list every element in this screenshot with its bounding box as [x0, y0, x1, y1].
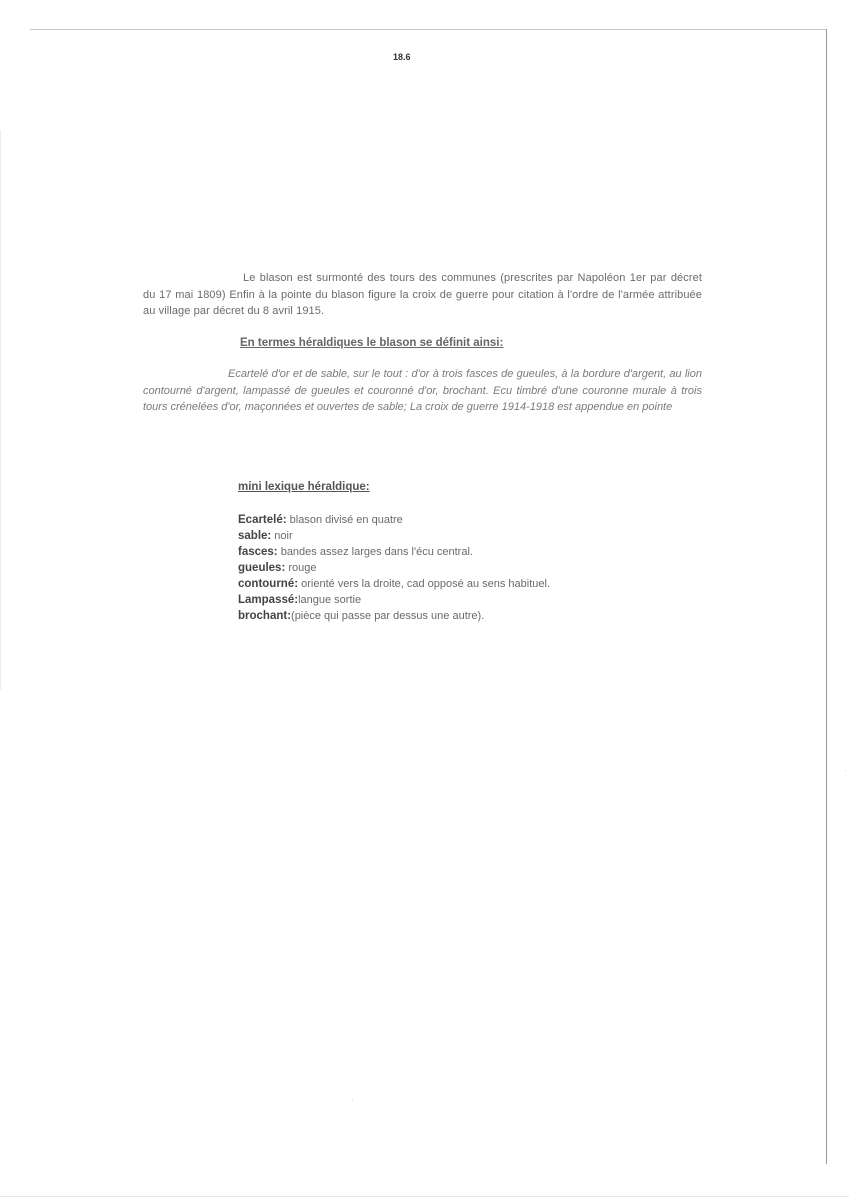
lexicon-entry: [238, 592, 658, 608]
blazon-definition: Ecartelé d'or et de sable, sur le tout : d'or à trois fasces de gueules, à la bordure d'argent, au lion contourné d'argent, lampassé de gueules et couronné d'or, brochant. Ecu timbré d'une couronne murale à trois tours crénelées d'or, maçonnées et ouvertes de sable; La croix de guerre 1914-1918 est appendue en pointe: [143, 368, 702, 413]
lexicon-title: mini lexique héraldique:: [238, 481, 370, 493]
lexicon-entry: [238, 608, 658, 624]
intro-paragraph: Le blason est surmonté des tours des communes (prescrites par Napoléon 1er par décret du 17 mai 1809) Enfin à la pointe du blason figure la croix de guerre pour citation à l'ordre de l'armée attribuée au village par décret du 8 avril 1915.: [143, 272, 702, 317]
lexicon-definition: orienté vers la droite, cad opposé au sens habituel.: [298, 578, 550, 590]
lexicon-term: gueules:: [238, 562, 286, 574]
lexicon-definition: langue sortie: [298, 594, 362, 606]
scan-speck: [845, 770, 846, 771]
lexicon-entry: [238, 544, 658, 560]
lexicon-definition: (pièce qui passe par dessus une autre).: [291, 610, 485, 622]
lexicon-entry: [238, 576, 658, 592]
lexicon-definition: blason divisé en quatre: [286, 514, 403, 526]
lexicon-entry: [238, 560, 658, 576]
lexicon-definition: rouge: [285, 562, 317, 574]
scan-frame-bottom-edge: [0, 1196, 849, 1197]
lexicon-term: Ecartelé:: [238, 514, 287, 526]
page-number: 18.6: [393, 52, 411, 62]
lexicon-term: fasces:: [238, 546, 278, 558]
lexicon-term: Lampassé:: [238, 594, 299, 606]
scan-frame-right-edge: [826, 29, 827, 1164]
scan-frame-top-edge: [30, 29, 826, 30]
scan-frame-left-edge: [0, 130, 1, 690]
lexicon-term: contourné:: [238, 578, 299, 590]
lexicon-entry: [238, 512, 658, 528]
lexicon-entry: [238, 528, 658, 544]
scan-speck: [352, 1100, 353, 1101]
lexicon-term: sable:: [238, 530, 272, 542]
section-heading: En termes héraldiques le blason se définit ainsi:: [240, 337, 504, 349]
lexicon-list: [238, 512, 658, 624]
lexicon-term: brochant:: [238, 610, 292, 622]
lexicon-definition: noir: [271, 530, 293, 542]
lexicon-definition: bandes assez larges dans l'écu central.: [277, 546, 473, 558]
